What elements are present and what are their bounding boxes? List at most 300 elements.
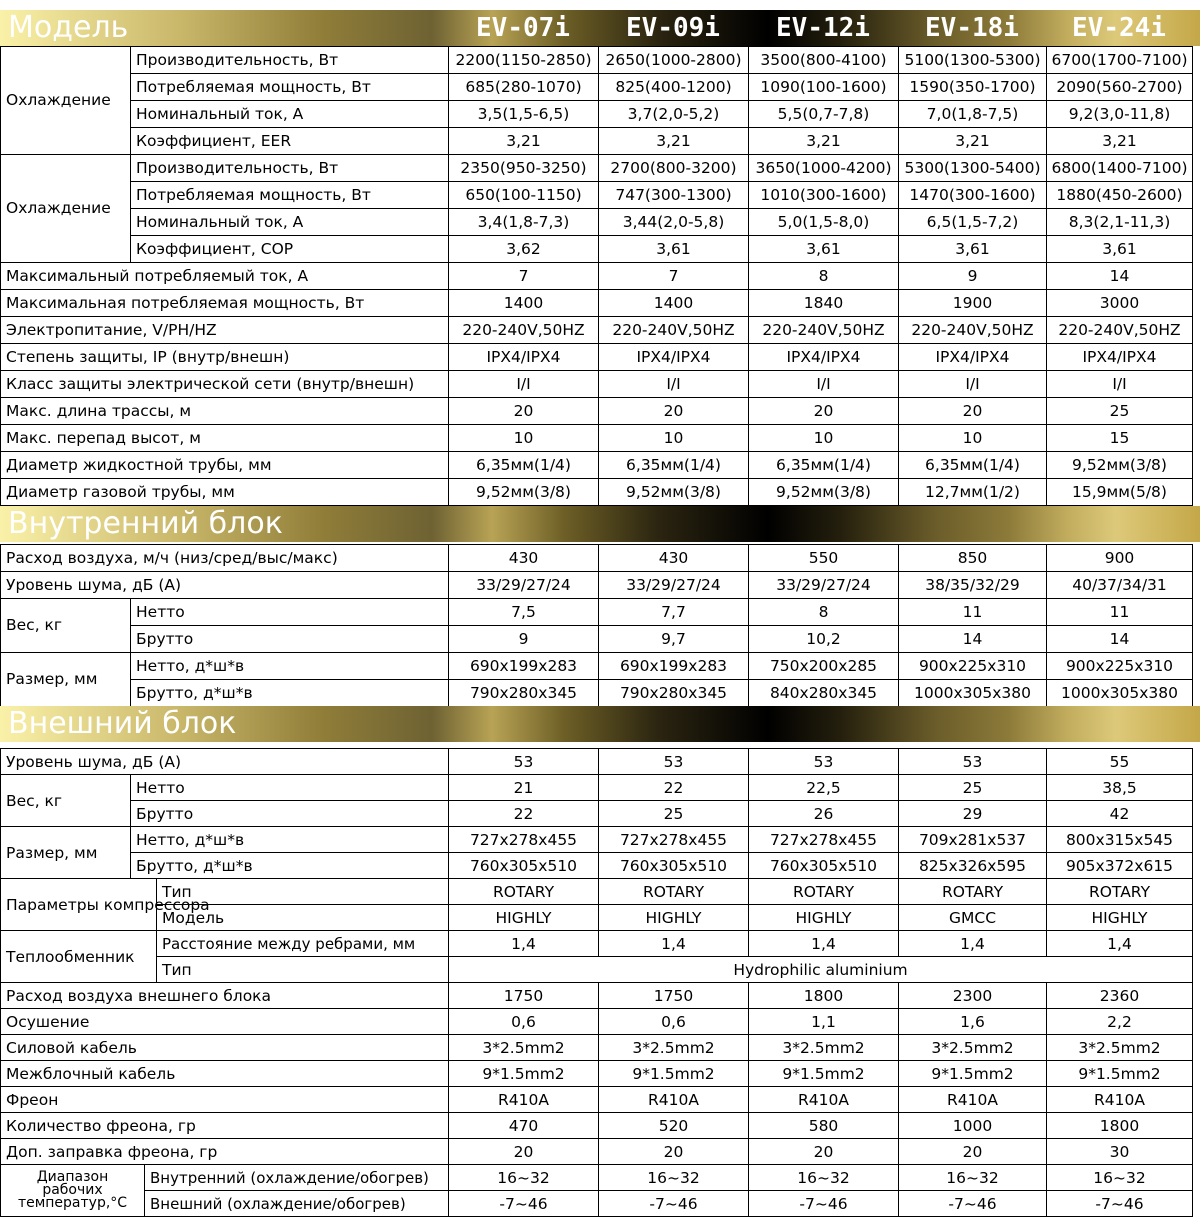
value-cell: 5100(1300-5300) — [899, 47, 1047, 74]
value-cell: 430 — [449, 545, 599, 572]
row-label: Осушение — [1, 1009, 449, 1035]
outdoor-band — [0, 706, 1200, 742]
value-cell: R410A — [599, 1087, 749, 1113]
value-cell: -7~46 — [599, 1191, 749, 1217]
value-cell: 40/37/34/31 — [1047, 572, 1193, 599]
value-cell: 520 — [599, 1113, 749, 1139]
value-cell: 9 — [449, 626, 599, 653]
value-cell: 1900 — [899, 290, 1047, 317]
table-row — [1, 827, 1193, 853]
value-cell: 900x225x310 — [1047, 653, 1193, 680]
value-cell: 6,35мм(1/4) — [449, 452, 599, 479]
value-cell: 20 — [449, 1139, 599, 1165]
value-cell: -7~46 — [449, 1191, 599, 1217]
row-label: Номинальный ток, А — [131, 101, 449, 128]
outdoor-title: Внешний блок — [8, 706, 237, 741]
value-cell: 25 — [599, 801, 749, 827]
model-ev-09i: EV-09i — [626, 13, 720, 43]
value-cell: 727x278x455 — [599, 827, 749, 853]
value-cell: ROTARY — [599, 879, 749, 905]
value-cell: 7 — [449, 263, 599, 290]
value-cell: 2360 — [1047, 983, 1193, 1009]
table-row — [1, 853, 1193, 879]
value-cell: 20 — [449, 398, 599, 425]
value-cell: 1840 — [749, 290, 899, 317]
value-cell: R410A — [899, 1087, 1047, 1113]
table-row — [1, 74, 1193, 101]
value-cell: 9*1.5mm2 — [899, 1061, 1047, 1087]
row-label: Диаметр жидкостной трубы, мм — [1, 452, 449, 479]
row-label: Фреон — [1, 1087, 449, 1113]
table-row — [1, 1061, 1193, 1087]
table-row — [1, 209, 1193, 236]
model-header-title: Модель — [8, 10, 129, 45]
table-row — [1, 599, 1193, 626]
value-cell: 650(100-1150) — [449, 182, 599, 209]
value-cell: 1800 — [749, 983, 899, 1009]
table-row — [1, 479, 1193, 506]
value-cell: 16~32 — [1047, 1165, 1193, 1191]
table-row — [1, 236, 1193, 263]
value-cell: 470 — [449, 1113, 599, 1139]
value-cell: 550 — [749, 545, 899, 572]
table-row — [1, 182, 1193, 209]
value-cell: 3000 — [1047, 290, 1193, 317]
value-cell: 1880(450-2600) — [1047, 182, 1193, 209]
value-cell: 3*2.5mm2 — [1047, 1035, 1193, 1061]
value-cell: R410A — [749, 1087, 899, 1113]
row-label: Тип — [157, 957, 449, 983]
value-cell: 10 — [449, 425, 599, 452]
value-cell: 690x199x283 — [449, 653, 599, 680]
row-label: Максимальный потребляемый ток, А — [1, 263, 449, 290]
value-cell: HIGHLY — [449, 905, 599, 931]
value-cell: ROTARY — [1047, 879, 1193, 905]
value-cell: 15,9мм(5/8) — [1047, 479, 1193, 506]
merged-value-cell: Hydrophilic aluminium — [449, 957, 1193, 983]
row-label: Максимальная потребляемая мощность, Вт — [1, 290, 449, 317]
value-cell: 747(300-1300) — [599, 182, 749, 209]
value-cell: 1590(350-1700) — [899, 74, 1047, 101]
value-cell: 12,7мм(1/2) — [899, 479, 1047, 506]
value-cell: 3,21 — [749, 128, 899, 155]
value-cell: 9,52мм(3/8) — [449, 479, 599, 506]
value-cell: 14 — [1047, 626, 1193, 653]
model-ev-18i: EV-18i — [925, 13, 1019, 43]
value-cell: 9,7 — [599, 626, 749, 653]
table-row — [1, 317, 1193, 344]
value-cell: GMCC — [899, 905, 1047, 931]
value-cell: 6,35мм(1/4) — [599, 452, 749, 479]
row-label: Степень защиты, IP (внутр/внешн) — [1, 344, 449, 371]
table-row — [1, 155, 1193, 182]
value-cell: 30 — [1047, 1139, 1193, 1165]
value-cell: 16~32 — [449, 1165, 599, 1191]
indoor-title: Внутренний блок — [8, 506, 283, 541]
value-cell: 800x315x545 — [1047, 827, 1193, 853]
value-cell: 3*2.5mm2 — [899, 1035, 1047, 1061]
value-cell: 825(400-1200) — [599, 74, 749, 101]
value-cell: 3*2.5mm2 — [749, 1035, 899, 1061]
value-cell: 2300 — [899, 983, 1047, 1009]
value-cell: 727x278x455 — [449, 827, 599, 853]
value-cell: 21 — [449, 775, 599, 801]
row-label: Уровень шума, дБ (А) — [1, 572, 449, 599]
spec-table — [0, 46, 1193, 506]
table-row — [1, 1009, 1193, 1035]
table-row — [1, 1191, 1193, 1217]
table-row — [1, 1165, 1193, 1191]
table-row — [1, 263, 1193, 290]
value-cell: 1,4 — [599, 931, 749, 957]
value-cell: 1090(100-1600) — [749, 74, 899, 101]
temperature-label-line: температур,°C — [17, 1195, 128, 1211]
value-cell: 3,62 — [449, 236, 599, 263]
value-cell: R410A — [449, 1087, 599, 1113]
value-cell: I/I — [899, 371, 1047, 398]
row-label: Коэффициент, EER — [131, 128, 449, 155]
table-row — [1, 749, 1193, 775]
value-cell: 33/29/27/24 — [449, 572, 599, 599]
group-label-cooling: Охлаждение — [1, 47, 131, 155]
value-cell: 3,61 — [749, 236, 899, 263]
row-label: Макс. перепад высот, м — [1, 425, 449, 452]
table-row — [1, 931, 1193, 957]
value-cell: 26 — [749, 801, 899, 827]
value-cell: 25 — [899, 775, 1047, 801]
value-cell: 29 — [899, 801, 1047, 827]
value-cell: 3,61 — [599, 236, 749, 263]
row-label: Нетто — [131, 599, 449, 626]
value-cell: 8,3(2,1-11,3) — [1047, 209, 1193, 236]
value-cell: 9,2(3,0-11,8) — [1047, 101, 1193, 128]
table-row — [1, 572, 1193, 599]
value-cell: 1400 — [599, 290, 749, 317]
row-label: Брутто — [131, 626, 449, 653]
value-cell: 0,6 — [449, 1009, 599, 1035]
value-cell: IPX4/IPX4 — [899, 344, 1047, 371]
value-cell: IPX4/IPX4 — [599, 344, 749, 371]
value-cell: 850 — [899, 545, 1047, 572]
value-cell: -7~46 — [749, 1191, 899, 1217]
value-cell: 3,61 — [1047, 236, 1193, 263]
value-cell: 8 — [749, 263, 899, 290]
outdoor-table — [0, 748, 1193, 1217]
value-cell: 14 — [899, 626, 1047, 653]
row-label: Потребляемая мощность, Вт — [131, 182, 449, 209]
value-cell: 1,4 — [1047, 931, 1193, 957]
value-cell: HIGHLY — [749, 905, 899, 931]
table-row — [1, 452, 1193, 479]
value-cell: IPX4/IPX4 — [1047, 344, 1193, 371]
value-cell: 6,35мм(1/4) — [899, 452, 1047, 479]
value-cell: 709x281x537 — [899, 827, 1047, 853]
value-cell: 22 — [449, 801, 599, 827]
group-label: Размер, мм — [1, 827, 131, 879]
value-cell: 8 — [749, 599, 899, 626]
value-cell: 3,21 — [899, 128, 1047, 155]
value-cell: 20 — [599, 398, 749, 425]
value-cell: 1750 — [449, 983, 599, 1009]
value-cell: I/I — [599, 371, 749, 398]
value-cell: 38,5 — [1047, 775, 1193, 801]
value-cell: 0,6 — [599, 1009, 749, 1035]
value-cell: 3,21 — [1047, 128, 1193, 155]
value-cell: 2350(950-3250) — [449, 155, 599, 182]
value-cell: ROTARY — [749, 879, 899, 905]
table-row — [1, 425, 1193, 452]
row-label: Уровень шума, дБ (А) — [1, 749, 449, 775]
table-row — [1, 47, 1193, 74]
value-cell: 33/29/27/24 — [599, 572, 749, 599]
value-cell: I/I — [749, 371, 899, 398]
row-label: Брутто, д*ш*в — [131, 680, 449, 707]
value-cell: 1470(300-1600) — [899, 182, 1047, 209]
table-row — [1, 344, 1193, 371]
value-cell: 1750 — [599, 983, 749, 1009]
value-cell: 727x278x455 — [749, 827, 899, 853]
value-cell: 1010(300-1600) — [749, 182, 899, 209]
model-ev-12i: EV-12i — [776, 13, 870, 43]
value-cell: 10 — [749, 425, 899, 452]
value-cell: R410A — [1047, 1087, 1193, 1113]
value-cell: 20 — [899, 1139, 1047, 1165]
group-label-compressor: Параметры компрессора — [1, 879, 157, 931]
value-cell: 1000x305x380 — [899, 680, 1047, 707]
value-cell: IPX4/IPX4 — [749, 344, 899, 371]
group-label-heating: Охлаждение — [1, 155, 131, 263]
value-cell: 2650(1000-2800) — [599, 47, 749, 74]
value-cell: HIGHLY — [599, 905, 749, 931]
value-cell: 220-240V,50HZ — [1047, 317, 1193, 344]
value-cell: 2700(800-3200) — [599, 155, 749, 182]
value-cell: 825x326x595 — [899, 853, 1047, 879]
value-cell: 15 — [1047, 425, 1193, 452]
value-cell: 1,6 — [899, 1009, 1047, 1035]
value-cell: 1,4 — [899, 931, 1047, 957]
value-cell: 9*1.5mm2 — [599, 1061, 749, 1087]
value-cell: 2,2 — [1047, 1009, 1193, 1035]
value-cell: 9*1.5mm2 — [749, 1061, 899, 1087]
table-row — [1, 1087, 1193, 1113]
value-cell: 3,21 — [449, 128, 599, 155]
row-label: Количество фреона, гр — [1, 1113, 449, 1139]
value-cell: 7,5 — [449, 599, 599, 626]
row-label: Макс. длина трассы, м — [1, 398, 449, 425]
row-label: Расход воздуха внешнего блока — [1, 983, 449, 1009]
value-cell: 1,4 — [449, 931, 599, 957]
temperature-label-line: Диапазон — [36, 1169, 109, 1185]
value-cell: 220-240V,50HZ — [899, 317, 1047, 344]
value-cell: 5,5(0,7-7,8) — [749, 101, 899, 128]
value-cell: 55 — [1047, 749, 1193, 775]
value-cell: 3,4(1,8-7,3) — [449, 209, 599, 236]
value-cell: 9,52мм(3/8) — [1047, 452, 1193, 479]
value-cell: 3*2.5mm2 — [599, 1035, 749, 1061]
value-cell: 580 — [749, 1113, 899, 1139]
model-ev-07i: EV-07i — [476, 13, 570, 43]
value-cell: 3,61 — [899, 236, 1047, 263]
value-cell: 220-240V,50HZ — [449, 317, 599, 344]
value-cell: 1,1 — [749, 1009, 899, 1035]
value-cell: HIGHLY — [1047, 905, 1193, 931]
value-cell: 7,0(1,8-7,5) — [899, 101, 1047, 128]
row-label: Производительность, Вт — [131, 155, 449, 182]
group-label-heat-exchanger: Теплообменник — [1, 931, 157, 983]
value-cell: 22,5 — [749, 775, 899, 801]
table-row — [1, 1113, 1193, 1139]
row-label: Доп. заправка фреона, гр — [1, 1139, 449, 1165]
value-cell: 9*1.5mm2 — [1047, 1061, 1193, 1087]
value-cell: 5,0(1,5-8,0) — [749, 209, 899, 236]
table-row — [1, 653, 1193, 680]
table-row — [1, 680, 1193, 707]
row-label: Модель — [157, 905, 449, 931]
table-row — [1, 801, 1193, 827]
group-label: Вес, кг — [1, 599, 131, 653]
value-cell: 20 — [749, 1139, 899, 1165]
value-cell: 3*2.5mm2 — [449, 1035, 599, 1061]
value-cell: 9*1.5mm2 — [449, 1061, 599, 1087]
value-cell: 790x280x345 — [449, 680, 599, 707]
table-row — [1, 905, 1193, 931]
value-cell: 900 — [1047, 545, 1193, 572]
group-label-temperature-range — [1, 1165, 145, 1217]
row-label: Внутренний (охлаждение/обогрев) — [145, 1165, 449, 1191]
table-row — [1, 398, 1193, 425]
value-cell: 53 — [599, 749, 749, 775]
table-row — [1, 626, 1193, 653]
value-cell: 1,4 — [749, 931, 899, 957]
value-cell: 7,7 — [599, 599, 749, 626]
row-label: Диаметр газовой трубы, мм — [1, 479, 449, 506]
value-cell: 14 — [1047, 263, 1193, 290]
value-cell: 10 — [599, 425, 749, 452]
table-row — [1, 371, 1193, 398]
value-cell: 3650(1000-4200) — [749, 155, 899, 182]
value-cell: 16~32 — [749, 1165, 899, 1191]
value-cell: 7 — [599, 263, 749, 290]
value-cell: 20 — [599, 1139, 749, 1165]
model-ev-24i: EV-24i — [1072, 13, 1166, 43]
value-cell: 3,5(1,5-6,5) — [449, 101, 599, 128]
value-cell: 1000x305x380 — [1047, 680, 1193, 707]
value-cell: 1000 — [899, 1113, 1047, 1139]
row-label: Тип — [157, 879, 449, 905]
value-cell: 760x305x510 — [599, 853, 749, 879]
value-cell: 3,44(2,0-5,8) — [599, 209, 749, 236]
value-cell: 9,52мм(3/8) — [599, 479, 749, 506]
row-label: Внешний (охлаждение/обогрев) — [145, 1191, 449, 1217]
table-row — [1, 957, 1193, 983]
value-cell: 11 — [1047, 599, 1193, 626]
value-cell: 905x372x615 — [1047, 853, 1193, 879]
value-cell: 20 — [749, 398, 899, 425]
row-label: Класс защиты электрической сети (внутр/внешн) — [1, 371, 449, 398]
value-cell: 33/29/27/24 — [749, 572, 899, 599]
value-cell: 1800 — [1047, 1113, 1193, 1139]
row-label: Брутто — [131, 801, 449, 827]
value-cell: 22 — [599, 775, 749, 801]
value-cell: 750x200x285 — [749, 653, 899, 680]
table-row — [1, 545, 1193, 572]
table-row — [1, 128, 1193, 155]
value-cell: 6800(1400-7100) — [1047, 155, 1193, 182]
value-cell: 53 — [899, 749, 1047, 775]
table-row — [1, 101, 1193, 128]
value-cell: 10 — [899, 425, 1047, 452]
value-cell: 6,5(1,5-7,2) — [899, 209, 1047, 236]
value-cell: 3500(800-4100) — [749, 47, 899, 74]
table-row — [1, 983, 1193, 1009]
value-cell: 6700(1700-7100) — [1047, 47, 1193, 74]
value-cell: 9,52мм(3/8) — [749, 479, 899, 506]
value-cell: 900x225x310 — [899, 653, 1047, 680]
value-cell: 1400 — [449, 290, 599, 317]
value-cell: -7~46 — [1047, 1191, 1193, 1217]
value-cell: -7~46 — [899, 1191, 1047, 1217]
row-label: Нетто, д*ш*в — [131, 653, 449, 680]
value-cell: 760x305x510 — [749, 853, 899, 879]
row-label: Межблочный кабель — [1, 1061, 449, 1087]
row-label: Нетто — [131, 775, 449, 801]
temperature-label-line: рабочих — [42, 1182, 103, 1198]
row-label: Производительность, Вт — [131, 47, 449, 74]
value-cell: 9 — [899, 263, 1047, 290]
row-label: Потребляемая мощность, Вт — [131, 74, 449, 101]
value-cell: 3,7(2,0-5,2) — [599, 101, 749, 128]
indoor-table — [0, 544, 1193, 707]
value-cell: 220-240V,50HZ — [749, 317, 899, 344]
row-label: Брутто, д*ш*в — [131, 853, 449, 879]
value-cell: 790x280x345 — [599, 680, 749, 707]
value-cell: 3,21 — [599, 128, 749, 155]
value-cell: 2200(1150-2850) — [449, 47, 599, 74]
value-cell: 11 — [899, 599, 1047, 626]
value-cell: 690x199x283 — [599, 653, 749, 680]
model-header-band — [0, 10, 1200, 46]
value-cell: 38/35/32/29 — [899, 572, 1047, 599]
table-row — [1, 879, 1193, 905]
table-row — [1, 1139, 1193, 1165]
value-cell: 25 — [1047, 398, 1193, 425]
table-row — [1, 1035, 1193, 1061]
value-cell: 16~32 — [899, 1165, 1047, 1191]
value-cell: 53 — [449, 749, 599, 775]
row-label: Расход воздуха, м/ч (низ/сред/выс/макс) — [1, 545, 449, 572]
value-cell: 10,2 — [749, 626, 899, 653]
row-label: Номинальный ток, А — [131, 209, 449, 236]
value-cell: 20 — [899, 398, 1047, 425]
value-cell: 42 — [1047, 801, 1193, 827]
value-cell: IPX4/IPX4 — [449, 344, 599, 371]
value-cell: ROTARY — [899, 879, 1047, 905]
value-cell: 2090(560-2700) — [1047, 74, 1193, 101]
row-label: Силовой кабель — [1, 1035, 449, 1061]
value-cell: 5300(1300-5400) — [899, 155, 1047, 182]
value-cell: 53 — [749, 749, 899, 775]
value-cell: 6,35мм(1/4) — [749, 452, 899, 479]
row-label: Электропитание, V/PH/HZ — [1, 317, 449, 344]
group-label: Размер, мм — [1, 653, 131, 707]
value-cell: 840x280x345 — [749, 680, 899, 707]
value-cell: I/I — [1047, 371, 1193, 398]
row-label: Нетто, д*ш*в — [131, 827, 449, 853]
value-cell: ROTARY — [449, 879, 599, 905]
value-cell: 685(280-1070) — [449, 74, 599, 101]
table-row — [1, 775, 1193, 801]
value-cell: I/I — [449, 371, 599, 398]
